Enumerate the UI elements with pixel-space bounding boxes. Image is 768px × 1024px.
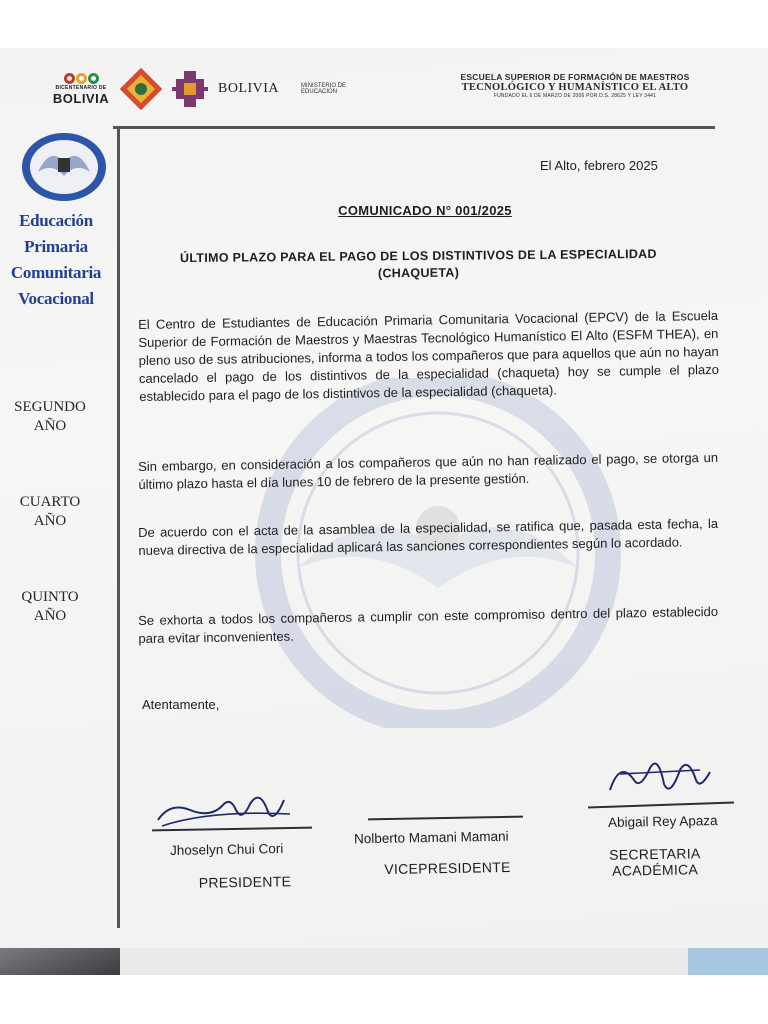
- specialty-title-line: Vocacional: [18, 289, 94, 308]
- signer-role: PRESIDENTE: [198, 873, 292, 891]
- communique-subject: [136, 246, 701, 285]
- bicentenario-name: BOLIVIA: [52, 90, 110, 106]
- paragraph: Se exhorta a todos los compañeros a cumplir con este compromiso dentro del plazo establecido para evitar inconvenientes.: [138, 603, 719, 646]
- sidebar-rule: [117, 128, 120, 928]
- school-header: [450, 72, 700, 99]
- signer-role: [600, 845, 711, 879]
- chakana-icon: [170, 69, 210, 109]
- specialty-title: [4, 208, 108, 312]
- specialty-title-line: Primaria: [24, 237, 88, 256]
- school-line-3: FUNDADO EL 6 DE MARZO DE 2006 POR D.S. 28625 Y LEY 3441: [493, 93, 657, 99]
- letter-date: El Alto, febrero 2025: [540, 158, 658, 173]
- bottom-margin: [0, 975, 768, 1024]
- ministry-label: MINISTERIO DE EDUCACIÓN: [301, 83, 347, 95]
- year-label-second: [4, 398, 96, 436]
- bicentenario-small-text: BICENTENARIO DE: [55, 84, 107, 91]
- subject-line: (CHAQUETA): [377, 265, 460, 281]
- communique-title: COMUNICADO N° 001/2025: [338, 203, 512, 218]
- signer-role: VICEPRESIDENTE: [384, 858, 511, 878]
- closing-text: Atentamente,: [142, 697, 220, 712]
- year-line: AÑO: [33, 513, 67, 529]
- paragraph: Sin embargo, en consideración a los compañeros que aún no han realizado el pago, se otorga un último plazo hasta el día lunes 10 de febrero de la presente gestión.: [138, 449, 719, 492]
- signer-name: Nolberto Mamani Mamani: [353, 828, 509, 847]
- signer-role-line: SECRETARIA: [609, 845, 701, 863]
- year-line: QUINTO: [21, 589, 79, 605]
- specialty-emblem-icon: [20, 132, 108, 202]
- header-logos: [50, 66, 351, 112]
- specialty-title-line: Comunitaria: [10, 263, 102, 282]
- ring-icon: [88, 73, 99, 84]
- year-line: AÑO: [33, 418, 67, 434]
- year-label-fifth: [4, 588, 96, 626]
- school-line-2: TECNOLÓGICO Y HUMANÍSTICO EL ALTO: [461, 82, 689, 93]
- specialty-title-line: Educación: [19, 211, 93, 230]
- signer-name: Abigail Rey Apaza: [607, 813, 718, 830]
- bicentenario-logo: [50, 73, 112, 106]
- state-seal-icon: [120, 68, 162, 110]
- paragraph: De acuerdo con el acta de la asamblea de la especialidad, se ratifica que, pasada esta fecha, la nueva directiva de la especialidad aplicará las sanciones correspondientes según lo acordado.: [138, 515, 719, 558]
- bolivia-logo: [218, 81, 279, 97]
- signer-name: Jhoselyn Chui Cori: [169, 841, 284, 858]
- subject-line: ÚLTIMO PLAZO PARA EL PAGO DE LOS DISTINTIVOS DE LA ESPECIALIDAD: [179, 246, 657, 266]
- signature-secretary-icon: [600, 750, 720, 810]
- year-line: CUARTO: [19, 494, 81, 510]
- paragraph: El Centro de Estudiantes de Educación Primaria Comunitaria Vocacional (EPCV) de la Escuela Superior de Formación de Maestros y Maestras Tecnológico Humanístico El Alto (ESFM THEA), en pleno uso de sus atribuciones, informa a todos los compañeros que para aquellos que aún no hayan cancelado el pago de los distintivos de la especialidad (chaqueta) hoy se cumple el plazo establecido para el pago de los distintivos de la especialidad (chaqueta).: [138, 307, 720, 404]
- year-line: AÑO: [33, 608, 67, 624]
- bolivia-label: BOLIVIA: [218, 81, 280, 96]
- signer-role-line: ACADÉMICA: [612, 861, 699, 879]
- header-rule: [113, 126, 715, 129]
- school-line-1: ESCUELA SUPERIOR DE FORMACIÓN DE MAESTROS: [460, 72, 690, 82]
- ring-icon: [76, 73, 87, 84]
- ring-icon: [64, 73, 75, 84]
- year-label-fourth: [4, 493, 96, 531]
- year-line: SEGUNDO: [14, 399, 86, 415]
